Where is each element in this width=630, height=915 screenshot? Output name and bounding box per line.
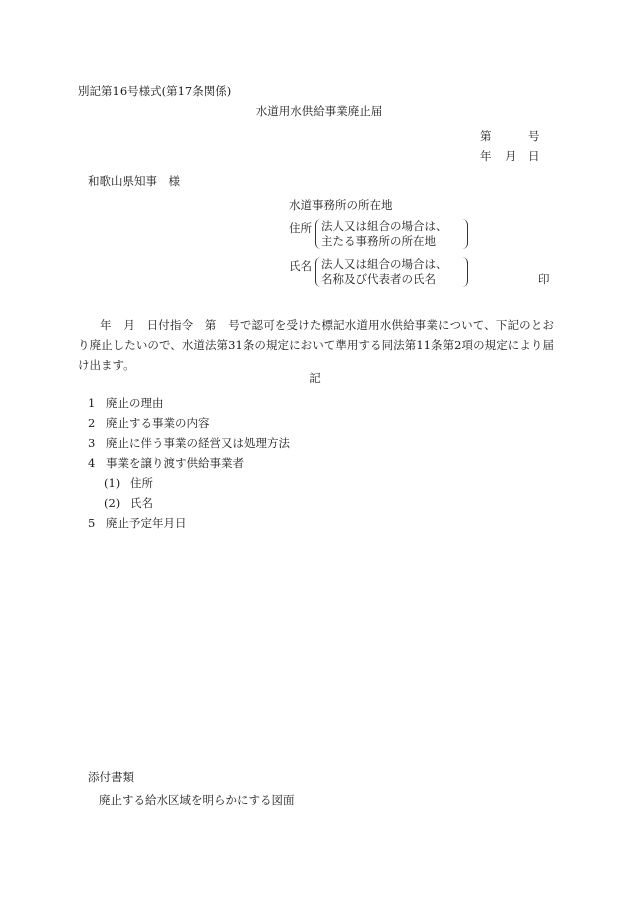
attachment-title: 添付書類	[88, 770, 134, 784]
date-month: 月	[505, 149, 517, 163]
number-dai: 第	[480, 129, 492, 143]
attachment-item: 廃止する給水区域を明らかにする図面	[99, 793, 295, 807]
body-text: 年 月 日付指令 第 号で認可を受けた標記水道用水供給事業について、下記のとおり廃止したいので、水道法第31条の規定において準用する同法第11条第2項の規定により届け出ます。	[78, 317, 554, 372]
date-year: 年	[480, 149, 492, 163]
address-label: 住所	[289, 221, 312, 235]
list-item: 5 廃止予定年月日	[88, 516, 187, 530]
name-note-line-2: 名称及び代表者の氏名	[321, 272, 436, 286]
name-note-line-1: 法人又は組合の場合は、	[321, 257, 448, 271]
list-item: 2 廃止する事業の内容	[88, 416, 210, 430]
list-item: 4 事業を譲り渡す供給事業者	[88, 456, 244, 470]
addressee: 和歌山県知事 様	[88, 174, 180, 188]
address-note-line-1: 法人又は組合の場合は、	[321, 219, 448, 233]
list-sub-item: (1) 住所	[104, 476, 153, 490]
ki-heading: 記	[309, 371, 321, 385]
list-item: 1 廃止の理由	[88, 396, 164, 410]
address-note-line-2: 主たる事務所の所在地	[321, 234, 436, 248]
date-day: 日	[528, 149, 540, 163]
document-title: 水道用水供給事業廃止届	[255, 104, 383, 118]
name-label: 氏名	[289, 259, 312, 273]
office-address-label: 水道事務所の所在地	[289, 198, 393, 212]
list-item: 3 廃止に伴う事業の経営又は処理方法	[88, 436, 290, 450]
item-list	[88, 393, 290, 533]
seal-mark: 印	[538, 272, 550, 286]
name-note-bracket	[315, 257, 468, 287]
list-sub-item: (2) 氏名	[104, 496, 153, 510]
number-go: 号	[528, 129, 540, 143]
address-note-bracket	[315, 219, 468, 249]
form-label: 別記第16号様式(第17条関係)	[78, 84, 232, 98]
